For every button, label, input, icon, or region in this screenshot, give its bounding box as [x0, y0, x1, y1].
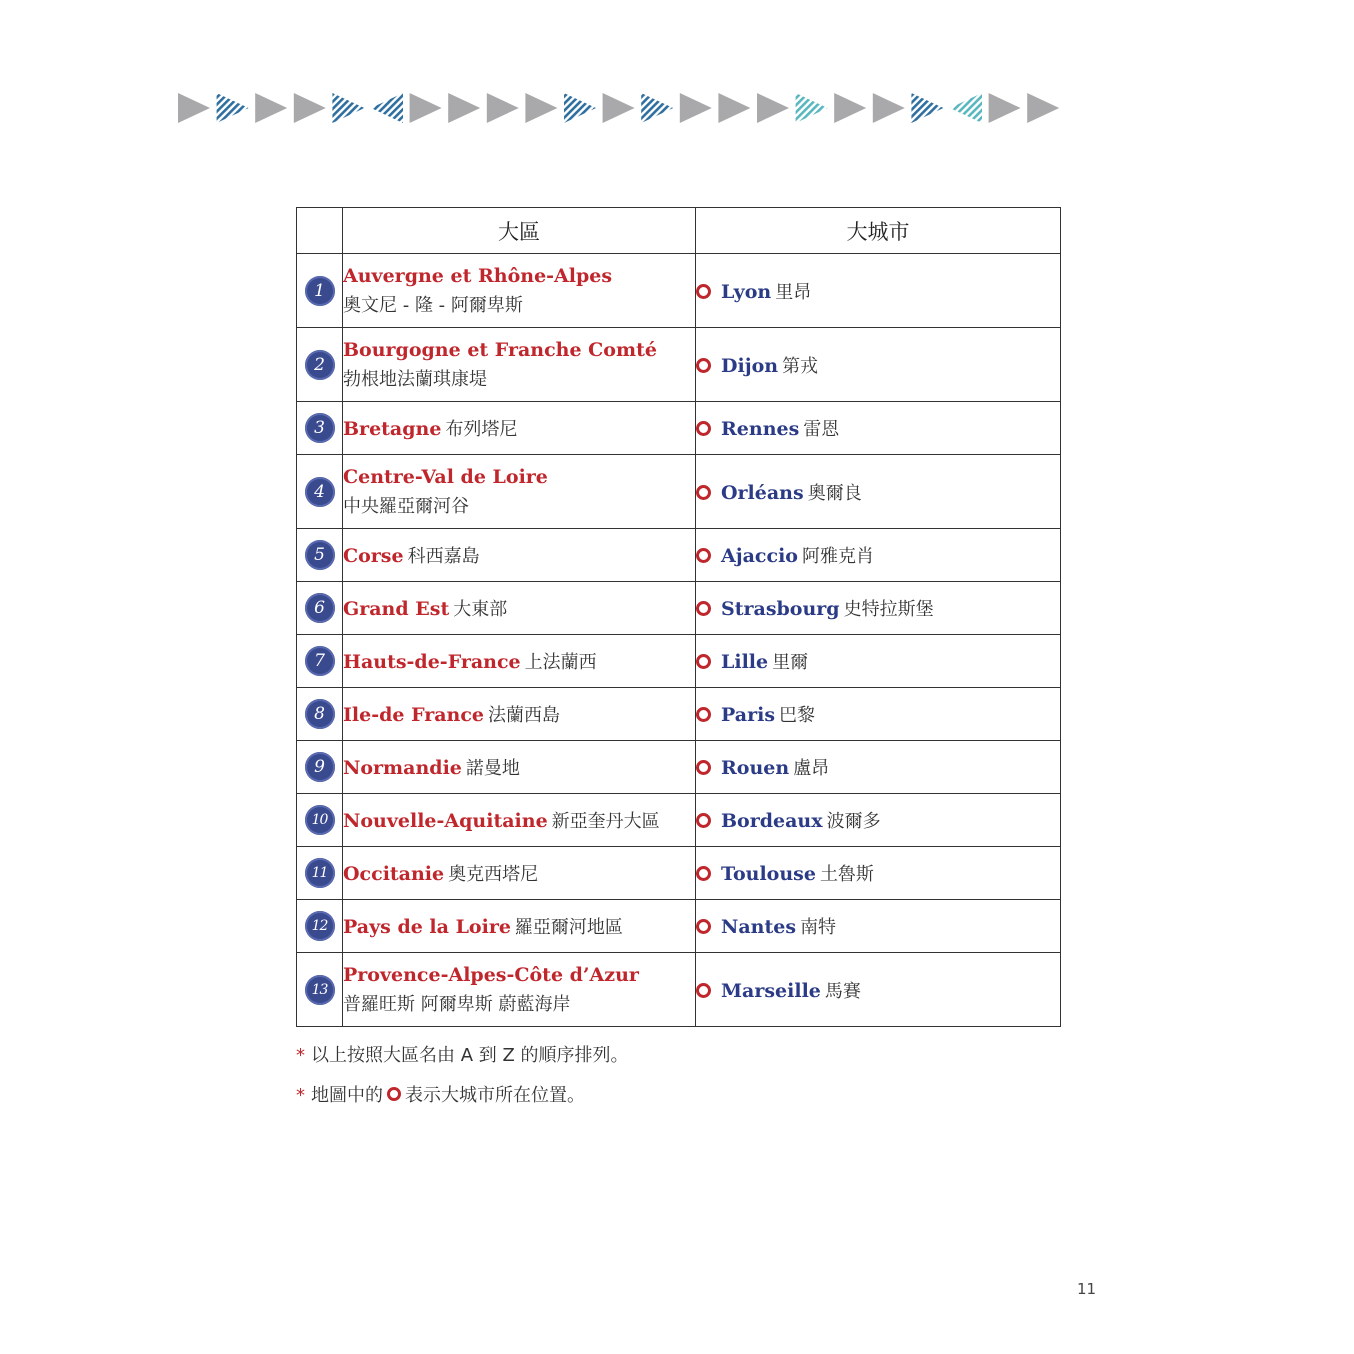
city-marker-icon [696, 421, 711, 436]
banner-triangle-icon [757, 93, 789, 123]
triangle-banner-graphic [178, 92, 1062, 124]
banner-triangle-icon [294, 93, 326, 123]
banner-triangle-icon [525, 93, 557, 123]
region-name-fr: Bretagne [343, 418, 442, 440]
region-name-fr: Corse [343, 545, 404, 567]
city-marker-icon [696, 358, 711, 373]
table-row [297, 688, 1061, 741]
note-marker-text-before: 地圖中的 [311, 1085, 383, 1106]
header-city: 大城市 [696, 208, 1061, 254]
header-region: 大區 [343, 208, 696, 254]
region-name-fr: Ile-de France [343, 704, 485, 726]
city-marker-icon [696, 760, 711, 775]
region-name-zh: 大東部 [453, 599, 508, 620]
city-marker-icon [696, 601, 711, 616]
table-row [297, 900, 1061, 953]
city-name-fr: Rennes [721, 418, 800, 440]
banner-triangle-icon [796, 93, 828, 123]
city-name-fr: Rouen [721, 757, 790, 779]
banner-triangle-icon [989, 93, 1021, 123]
city-name-zh: 巴黎 [779, 705, 816, 726]
region-name-zh: 上法蘭西 [524, 652, 597, 673]
region-name-zh: 普羅旺斯 阿爾卑斯 蔚藍海岸 [343, 993, 571, 1015]
city-name-zh: 盧昂 [793, 758, 830, 779]
banner-triangle-icon [448, 93, 480, 123]
page-number: 11 [1077, 1280, 1097, 1298]
banner-triangle-icon [564, 93, 596, 123]
region-name-zh: 布列塔尼 [445, 419, 518, 440]
banner-triangle-icon [332, 93, 364, 123]
row-number-badge: 13 [305, 975, 335, 1005]
city-name-zh: 阿雅克肖 [801, 546, 874, 567]
table-row [297, 402, 1061, 455]
city-marker-icon [696, 983, 711, 998]
region-name-fr: Hauts-de-France [343, 651, 521, 673]
row-number-badge: 7 [305, 646, 335, 676]
row-number-badge: 9 [305, 752, 335, 782]
banner-triangle-icon [950, 93, 982, 123]
city-name-fr: Strasbourg [721, 598, 840, 620]
city-marker-icon [387, 1087, 401, 1101]
region-name-fr: Nouvelle-Aquitaine [343, 810, 548, 832]
row-number-badge: 5 [305, 540, 335, 570]
asterisk-icon: * [296, 1045, 305, 1066]
city-marker-icon [696, 919, 711, 934]
row-number-badge: 6 [305, 593, 335, 623]
region-name-zh: 奧文尼 - 隆 - 阿爾卑斯 [343, 294, 523, 316]
asterisk-icon: * [296, 1085, 305, 1106]
banner-triangle-icon [718, 93, 750, 123]
row-number-badge: 1 [305, 276, 335, 306]
note-marker-text-after: 表示大城市所在位置。 [405, 1085, 585, 1106]
region-name-fr: Centre-Val de Loire [343, 465, 548, 488]
header-number-cell [297, 208, 343, 254]
table-row [297, 847, 1061, 900]
note-ordering-text: 以上按照大區名由 A 到 Z 的順序排列。 [311, 1045, 629, 1066]
city-name-zh: 波爾多 [826, 811, 881, 832]
banner-triangle-icon [487, 93, 519, 123]
region-name-fr: Provence-Alpes-Côte d’Azur [343, 963, 639, 986]
banner-triangle-icon [1027, 93, 1059, 123]
region-name-zh: 勃根地法蘭琪康堤 [343, 368, 487, 390]
city-name-zh: 奧爾良 [807, 482, 862, 504]
region-name-zh: 科西嘉島 [407, 546, 480, 567]
city-name-fr: Ajaccio [721, 545, 798, 567]
city-name-zh: 雷恩 [803, 419, 840, 440]
city-name-fr: Lille [721, 651, 769, 673]
table-row [297, 254, 1061, 328]
city-marker-icon [696, 548, 711, 563]
city-marker-icon [696, 485, 711, 500]
table-row [297, 635, 1061, 688]
row-number-badge: 2 [305, 350, 335, 380]
region-name-fr: Auvergne et Rhône-Alpes [343, 264, 613, 287]
city-name-zh: 第戎 [782, 355, 819, 377]
city-name-zh: 土魯斯 [819, 864, 874, 885]
city-name-zh: 里爾 [772, 652, 809, 673]
triangle-banner [178, 92, 1062, 124]
banner-triangle-icon [410, 93, 442, 123]
city-marker-icon [696, 654, 711, 669]
table-header-row [297, 208, 1061, 254]
table-row [297, 953, 1061, 1027]
city-name-zh: 里昂 [775, 281, 812, 303]
city-name-fr: Toulouse [721, 863, 816, 885]
city-name-fr: Orléans [721, 481, 804, 504]
region-name-fr: Grand Est [343, 598, 450, 620]
region-name-zh: 法蘭西島 [488, 705, 561, 726]
table-row [297, 741, 1061, 794]
row-number-badge: 11 [305, 858, 335, 888]
banner-triangle-icon [834, 93, 866, 123]
city-name-zh: 馬賽 [824, 980, 861, 1002]
table-row [297, 794, 1061, 847]
banner-triangle-icon [603, 93, 635, 123]
table-row [297, 529, 1061, 582]
city-name-fr: Lyon [721, 280, 772, 303]
region-name-zh: 中央羅亞爾河谷 [343, 495, 469, 517]
banner-triangle-icon [680, 93, 712, 123]
region-name-zh: 羅亞爾河地區 [514, 917, 623, 938]
row-number-badge: 4 [305, 477, 335, 507]
city-name-fr: Paris [721, 704, 776, 726]
region-name-fr: Normandie [343, 757, 462, 779]
banner-triangle-icon [641, 93, 673, 123]
city-name-fr: Nantes [721, 916, 797, 938]
banner-triangle-icon [217, 93, 249, 123]
regions-table [296, 207, 1061, 1027]
table-row [297, 455, 1061, 529]
banner-triangle-icon [255, 93, 287, 123]
city-marker-icon [696, 707, 711, 722]
banner-triangle-icon [911, 93, 943, 123]
region-name-fr: Pays de la Loire [343, 916, 511, 938]
city-name-zh: 南特 [800, 917, 837, 938]
table-notes [296, 1042, 1056, 1122]
region-name-zh: 奧克西塔尼 [448, 864, 539, 885]
row-number-badge: 12 [305, 911, 335, 941]
city-name-fr: Dijon [721, 354, 779, 377]
region-name-zh: 諾曼地 [465, 758, 520, 779]
region-name-fr: Occitanie [343, 863, 445, 885]
row-number-badge: 8 [305, 699, 335, 729]
city-marker-icon [696, 813, 711, 828]
region-name-zh: 新亞奎丹大區 [551, 811, 660, 832]
city-marker-icon [696, 866, 711, 881]
row-number-badge: 10 [305, 805, 335, 835]
banner-triangle-icon [371, 93, 403, 123]
city-name-zh: 史特拉斯堡 [843, 599, 934, 620]
region-name-fr: Bourgogne et Franche Comté [343, 338, 657, 361]
city-marker-icon [696, 284, 711, 299]
banner-triangle-icon [178, 93, 210, 123]
note-marker [296, 1082, 1056, 1122]
table-row [297, 582, 1061, 635]
city-name-fr: Marseille [721, 979, 821, 1002]
note-ordering [296, 1042, 1056, 1082]
city-name-fr: Bordeaux [721, 810, 823, 832]
banner-triangle-icon [873, 93, 905, 123]
row-number-badge: 3 [305, 413, 335, 443]
table-row [297, 328, 1061, 402]
